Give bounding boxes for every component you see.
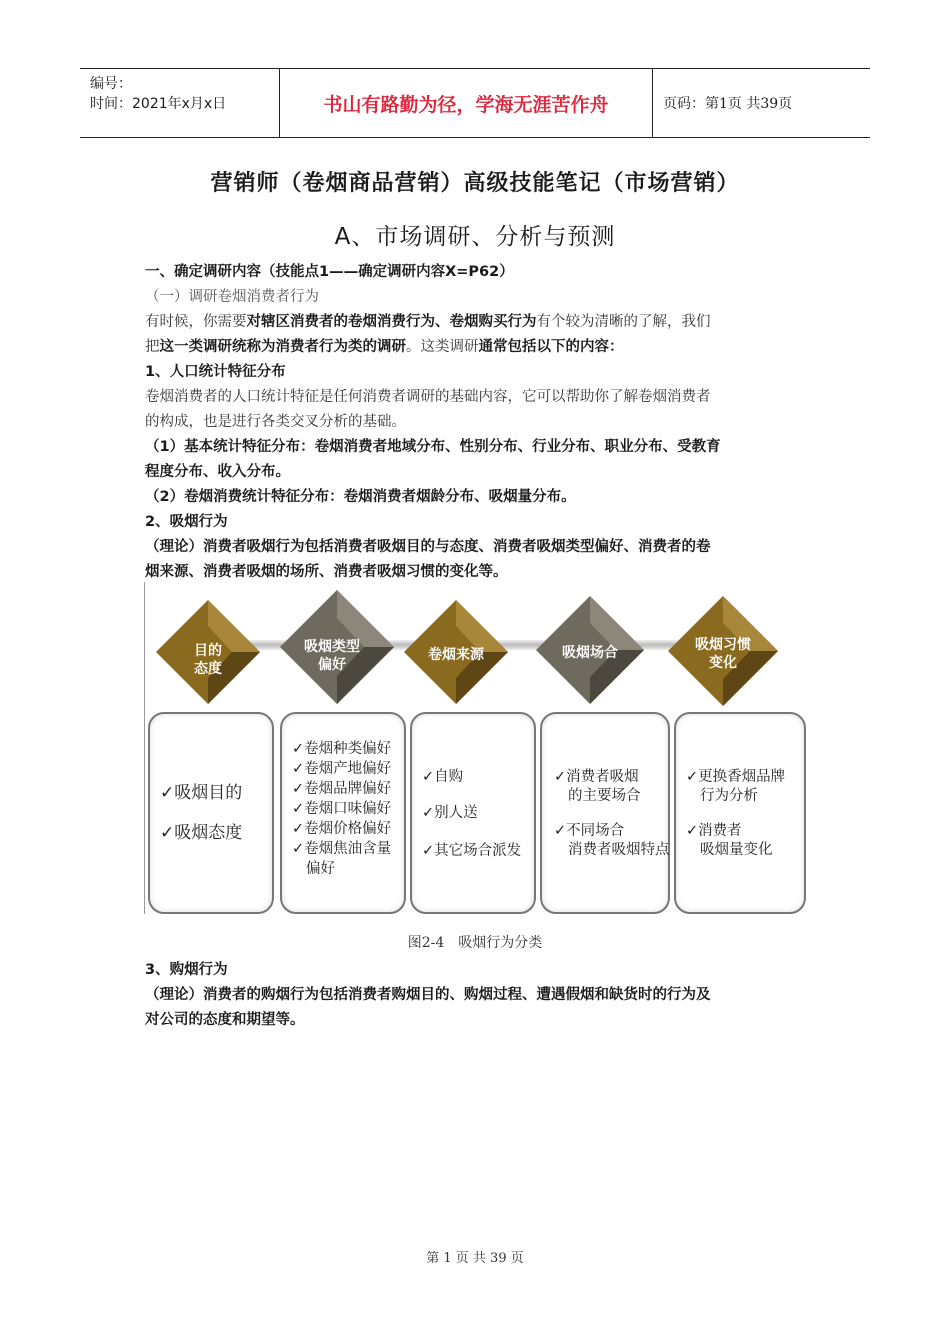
heading-1: 一、确定调研内容（技能点1——确定调研内容X=P62） [145,264,514,280]
box-item: 偏好 [306,861,335,877]
paragraph-5-line-2: 烟来源、消费者吸烟的场所、消费者吸烟习惯的变化等。 [145,564,508,580]
text-run: 有个较为清晰的了解，我们 [536,314,711,330]
text-run-bold: 对辖区消费者的卷烟消费行为、卷烟购买行为 [246,314,537,330]
box-source [410,712,536,914]
paragraph-2-line-2: 的构成，也是进行各类交叉分析的基础。 [145,414,406,430]
box-item: ✓吸烟态度 [160,823,243,843]
header-table [80,68,870,138]
box-item: ✓别人送 [422,805,478,821]
paragraph-4: （2）卷烟消费统计特征分布：卷烟消费者烟龄分布、吸烟量分布。 [145,489,576,505]
cube-label-line: 吸烟类型 [304,639,360,655]
box-item: 的主要场合 [568,788,641,804]
paragraph-1-line-1 [145,310,810,334]
cube-label-line: 偏好 [318,657,346,673]
cube-purpose-label [168,642,248,678]
cube-habit-change-label [683,636,763,672]
box-type-preference [280,712,406,914]
heading-3: 2、吸烟行为 [145,514,228,530]
box-item: ✓卷烟价格偏好 [292,821,392,837]
box-item: ✓消费者 [686,823,742,839]
box-item: ✓自购 [422,769,464,785]
box-item: ✓更换香烟品牌 [686,769,786,785]
subheading-1: （一）调研卷烟消费者行为 [145,289,319,305]
cube-source-label [416,646,496,664]
paragraph-2-line-1: 卷烟消费者的人口统计特征是任何消费者调研的基础内容，它可以帮助你了解卷烟消费者 [145,389,711,405]
paragraph-6-line-1: （理论）消费者的购烟行为包括消费者购烟目的、购烟过程、遭遇假烟和缺货时的行为及 [145,987,711,1003]
cube-label-line: 吸烟习惯 [695,637,751,653]
figure-caption: 图2-4 吸烟行为分类 [407,935,543,951]
number-label: 编号： [90,76,132,92]
box-habit-change [674,712,806,914]
box-item: ✓吸烟目的 [160,783,243,803]
box-item: 行为分析 [700,788,758,804]
box-purpose [148,712,274,914]
box-occasion [540,712,670,914]
text-run-bold: 这一类调研统称为消费者行为类的调研 [159,339,406,355]
text-run: 。这类调研 [406,339,479,355]
box-item: ✓卷烟种类偏好 [292,741,392,757]
header-meta-cell [80,69,280,137]
motto: 书山有路勤为径，学海无涯苦作舟 [280,69,653,137]
box-item: ✓卷烟焦油含量 [292,841,392,857]
text-run-bold: 通常包括以下的内容： [478,339,624,355]
page-info: 页码：第1页 共39页 [663,96,793,112]
cube-type-preference-label [292,638,372,674]
box-item: ✓其它场合派发 [422,843,522,859]
cube-label-line: 吸烟场合 [562,645,618,661]
cube-label-line: 态度 [194,661,222,677]
cube-label-line: 变化 [709,655,737,671]
text-run: 有时候，你需要 [145,314,247,330]
text-run: 把 [145,339,160,355]
cube-occasion-label [550,644,630,662]
box-item: ✓卷烟产地偏好 [292,761,392,777]
paragraph-3-line-1: （1）基本统计特征分布：卷烟消费者地域分布、性别分布、行业分布、职业分布、受教育 [145,439,721,455]
page-footer: 第 1 页 共 39 页 [426,1251,524,1266]
paragraph-5-line-1: （理论）消费者吸烟行为包括消费者吸烟目的与态度、消费者吸烟类型偏好、消费者的卷 [145,539,711,555]
box-item: ✓不同场合 [554,823,625,839]
paragraph-1-line-2 [145,335,810,359]
figure-edge [144,582,145,914]
box-item: ✓卷烟口味偏好 [292,801,392,817]
cube-label-line: 目的 [194,643,222,659]
document-title: 营销师（卷烟商品营销）高级技能笔记（市场营销） [210,171,740,196]
box-item: ✓消费者吸烟 [554,769,639,785]
box-item: 消费者吸烟特点 [568,842,670,858]
time-label: 时间：2021年x月x日 [90,96,227,112]
paragraph-3-line-2: 程度分布、收入分布。 [145,464,290,480]
heading-4: 3、购烟行为 [145,962,228,978]
paragraph-6-line-2: 对公司的态度和期望等。 [145,1012,305,1028]
cube-label-line: 卷烟来源 [428,647,484,663]
box-item: 吸烟量变化 [700,842,773,858]
box-item: ✓卷烟品牌偏好 [292,781,392,797]
section-title: A、市场调研、分析与预测 [334,224,616,250]
heading-2: 1、人口统计特征分布 [145,364,286,380]
